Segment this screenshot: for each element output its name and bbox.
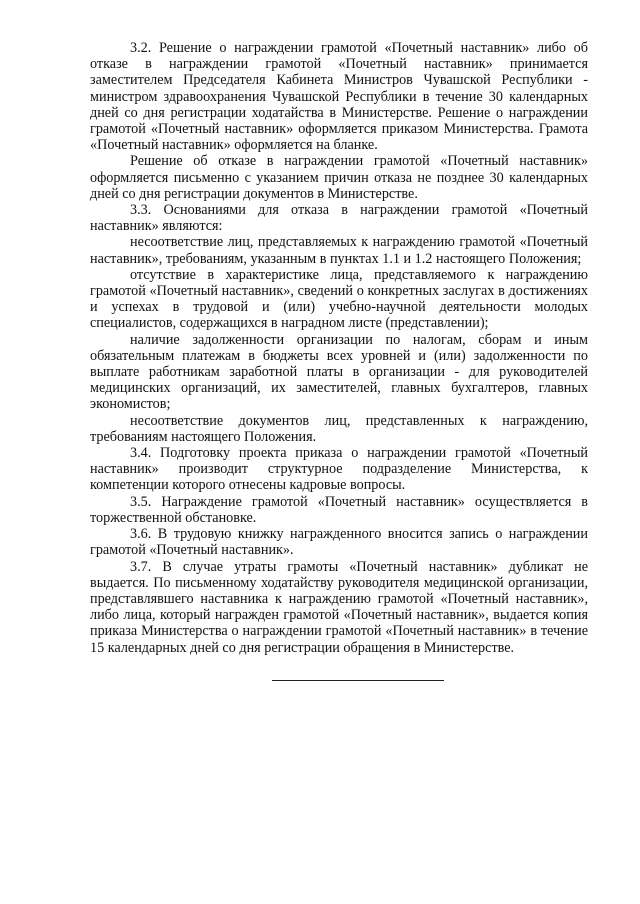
- paragraph-refusal-decision: Решение об отказе в награждении грамотой «Почетный наставник» оформляется письменно с указанием причин отказа не позднее 30 календарных дней со дня регистрации документов в Министерстве.: [90, 153, 588, 202]
- paragraph-3-5: 3.5. Награждение грамотой «Почетный наставник» осуществляется в торжественной обстановке.: [90, 493, 588, 526]
- end-divider: [272, 680, 444, 681]
- paragraph-3-2: 3.2. Решение о награждении грамотой «Почетный наставник» либо об отказе в награждении грамотой «Почетный наставник» принимается заместителем Председателя Кабинета Министров Чувашской Республики - министром здравоохранения Чувашской Республики в течение 30 календарных дней со дня регистрации ходатайства в Министерстве. Решение о награждении грамотой «Почетный наставник» оформляется приказом Министерства. Грамота «Почетный наставник» оформляется на бланке.: [90, 40, 588, 154]
- list-item-reason-4: несоответствие документов лиц, представленных к награждению, требованиям настоящего Положения.: [90, 412, 588, 445]
- document-page: [90, 40, 588, 656]
- paragraph-3-4: 3.4. Подготовку проекта приказа о награждении грамотой «Почетный наставник» производит структурное подразделение Министерства, к компетенции которого отнесены кадровые вопросы.: [90, 445, 588, 494]
- list-item-reason-2: отсутствие в характеристике лица, представляемого к награждению грамотой «Почетный наставник», сведений о конкретных заслугах в достижениях и успехах в трудовой и (или) учебно-научной деятельности молодых специалистов, содержащихся в наградном листе (представлении);: [90, 266, 588, 332]
- paragraph-3-6: 3.6. В трудовую книжку награжденного вносится запись о награждении грамотой «Почетный наставник».: [90, 526, 588, 559]
- list-item-reason-3: наличие задолженности организации по налогам, сборам и иным обязательным платежам в бюджеты всех уровней и (или) задолженности по выплате работникам заработной платы в организации - для руководителей медицинских организаций, их заместителей, главных бухгалтеров, главных экономистов;: [90, 331, 588, 413]
- paragraph-3-7: 3.7. В случае утраты грамоты «Почетный наставник» дубликат не выдается. По письменному ходатайству руководителя медицинской организации, представлявшего наставника к награждению грамотой «Почетный наставник», либо лица, который награжден грамотой «Почетный наставник», выдается копия приказа Министерства о награждении грамотой «Почетный наставник» в течение 15 календарных дней со дня регистрации обращения в Министерстве.: [90, 558, 588, 656]
- list-item-reason-1: несоответствие лиц, представляемых к награждению грамотой «Почетный наставник», требованиям, указанным в пунктах 1.1 и 1.2 настоящего Положения;: [90, 234, 588, 267]
- paragraph-3-3: 3.3. Основаниями для отказа в награждении грамотой «Почетный наставник» являются:: [90, 202, 588, 235]
